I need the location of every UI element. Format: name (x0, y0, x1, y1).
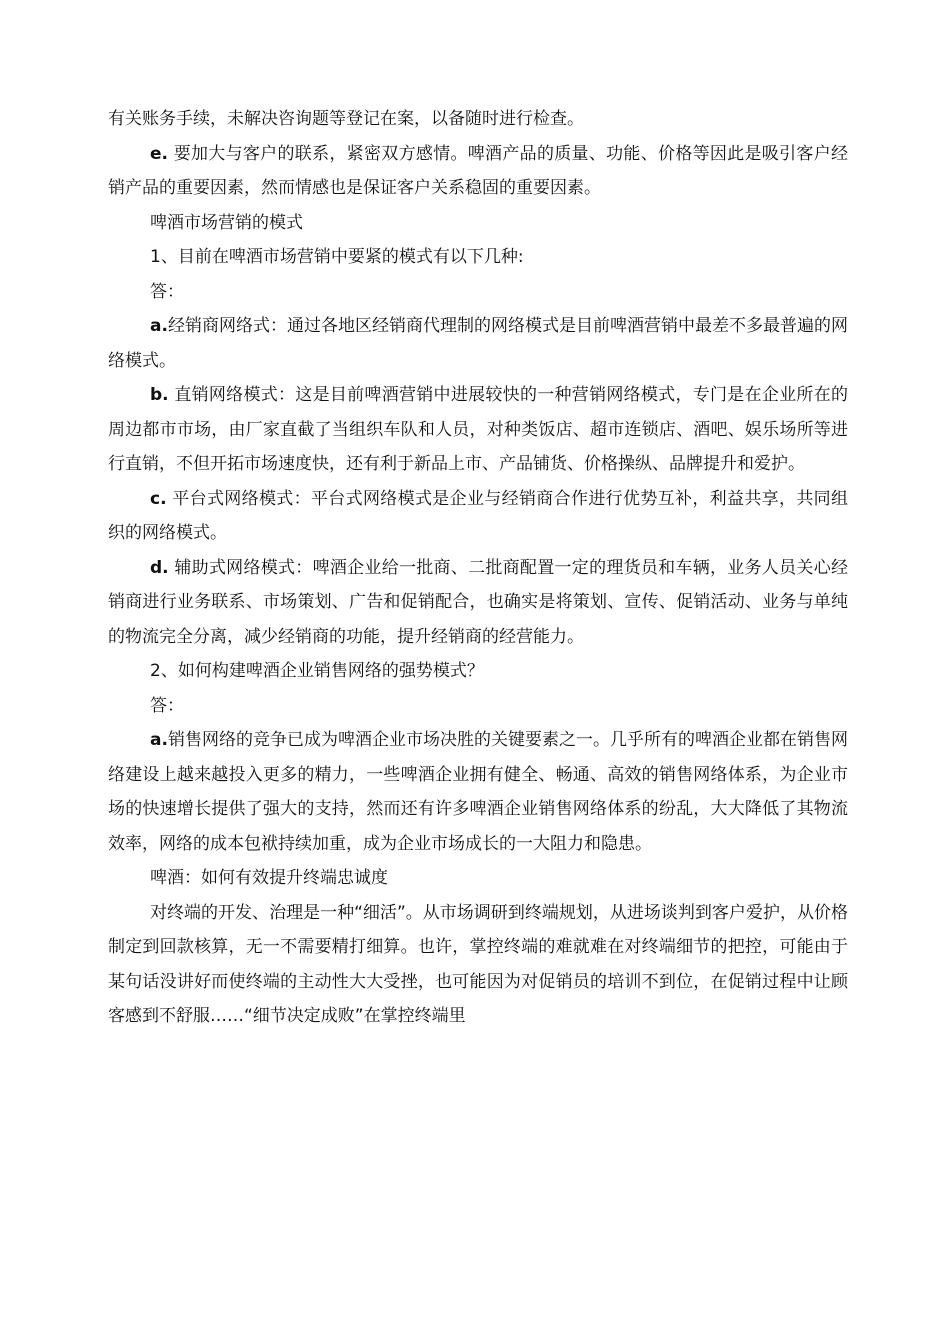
answer-label-2 (108, 689, 848, 724)
paragraph-text: 平台式网络模式：平台式网络模式是企业与经销商合作进行优势互补，利益共享，共同组织的网络模式。 (108, 488, 848, 543)
question-2 (108, 654, 848, 689)
item-marker: d. (150, 557, 169, 578)
item-marker: b. (150, 385, 169, 405)
paragraph-text: 经销商网络式：通过各地区经销商代理制的网络模式是目前啤酒营销中最差不多最普遍的网络模式。 (108, 316, 848, 371)
paragraph-item-e (108, 137, 848, 206)
question-1 (108, 240, 848, 275)
paragraph-text: 要加大与客户的联系，紧密双方感情。啤酒产品的质量、功能、价格等因此是吸引客户经销产品的重要因素，然而情感也是保证客户关系稳固的重要因素。 (108, 143, 848, 198)
paragraph-terminal-details (108, 896, 848, 1034)
section-heading-marketing-modes (108, 206, 848, 241)
item-marker: e. (150, 143, 168, 164)
answer-label-1 (108, 275, 848, 310)
answer-text: 答： (150, 281, 184, 302)
paragraph-text: 有关账务手续，未解决咨询题等登记在案，以备随时进行检查。 (108, 109, 584, 129)
item-marker: a. (150, 316, 168, 336)
document-body (108, 102, 848, 1034)
item-marker: a. (150, 730, 168, 750)
section-heading-terminal-loyalty (108, 861, 848, 896)
paragraph-item-a-dealer (108, 309, 848, 378)
paragraph-account-record (108, 102, 848, 137)
paragraph-text: 销售网络的竞争已成为啤酒企业市场决胜的关键要素之一。几乎所有的啤酒企业都在销售网络建设上越来越投入更多的精力，一些啤酒企业拥有健全、畅通、高效的销售网络体系，为企业市场的快速增长提供了强大的支持，然而还有许多啤酒企业销售网络体系的纷乱，大大降低了其物流效率，网络的成本包袱持续加重，成为企业市场成长的一大阻力和隐患。 (108, 730, 848, 854)
paragraph-item-d-auxiliary (108, 551, 848, 655)
paragraph-item-c-platform (108, 482, 848, 551)
question-text: 1、目前在啤酒市场营销中要紧的模式有以下几种: (150, 247, 524, 267)
heading-text: 啤酒：如何有效提升终端忠诚度 (150, 868, 388, 888)
item-marker: c. (150, 488, 167, 509)
heading-text: 啤酒市场营销的模式 (150, 212, 303, 233)
answer-text: 答： (150, 695, 184, 716)
paragraph-text: 辅助式网络模式：啤酒企业给一批商、二批商配置一定的理货员和车辆，业务人员关心经销商进行业务联系、市场策划、广告和促销配合，也确实是将策划、宣传、促销活动、业务与单纯的物流完全分离，减少经销商的功能，提升经销商的经营能力。 (108, 557, 848, 647)
question-text: 2、如何构建啤酒企业销售网络的强势模式？ (150, 661, 484, 681)
paragraph-text: 对终端的开发、治理是一种“细活”。从市场调研到终端规划，从进场谈判到客户爱护，从价格制定到回款核算，无一不需要精打细算。也许，掌控终端的难就难在对终端细节的把控，可能由于某句话没讲好而使终端的主动性大大受挫，也可能因为对促销员的培训不到位，在促销过程中让顾客感到不舒服……“细节决定成败”在掌控终端里 (108, 902, 848, 1026)
paragraph-text: 直销网络模式：这是目前啤酒营销中进展较快的一种营销网络模式，专门是在企业所在的周边都市市场，由厂家直截了当组织车队和人员，对种类饭店、超市连锁店、酒吧、娱乐场所等进行直销，不但开拓市场速度快，还有利于新品上市、产品铺货、价格操纵、品牌提升和爱护。 (108, 385, 848, 474)
paragraph-item-a-network (108, 723, 848, 861)
paragraph-item-b-direct (108, 378, 848, 482)
